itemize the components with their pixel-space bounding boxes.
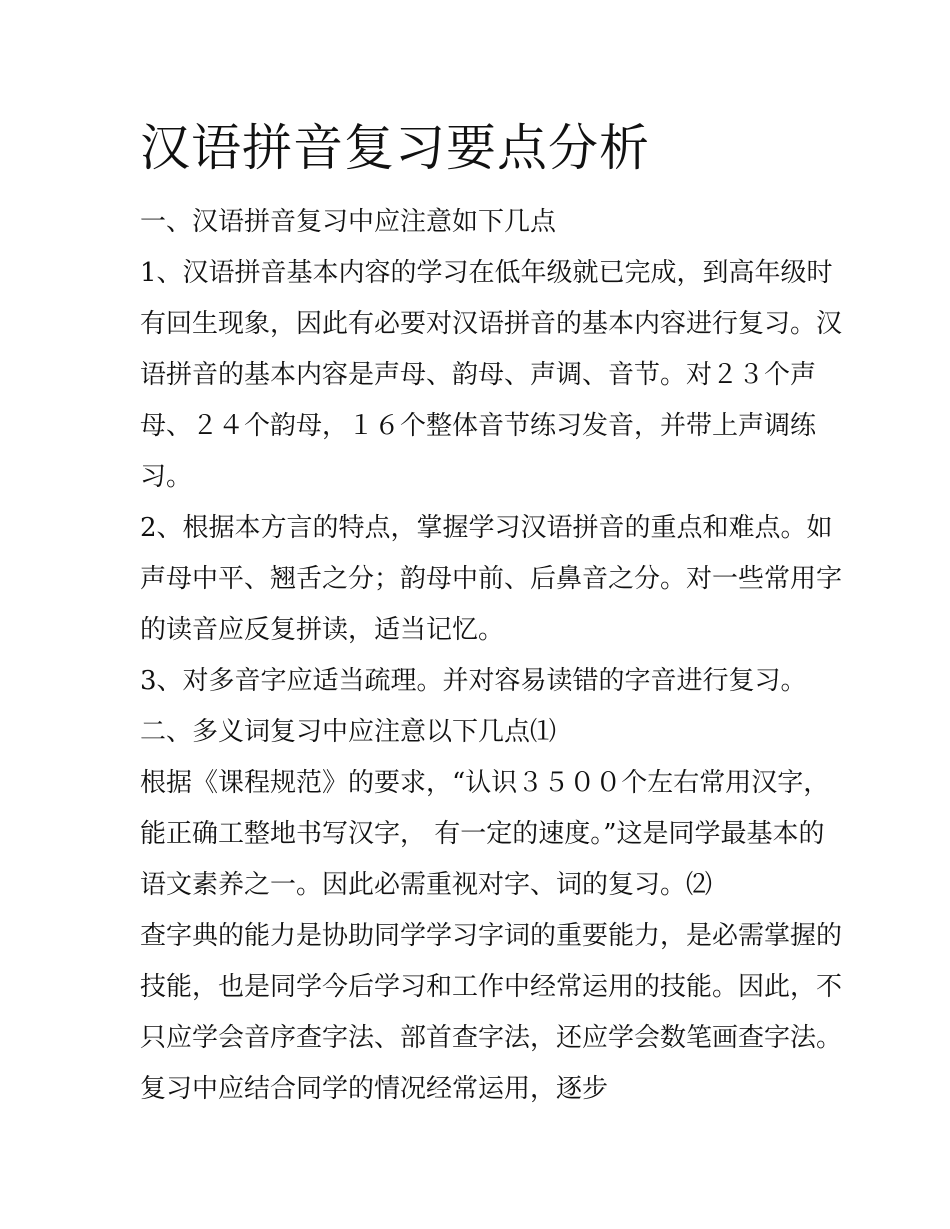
text-line: 语拼音的基本内容是声母、韵母、声调、音节。对２３个声 — [140, 360, 817, 390]
text-line: 查字典的能力是协助同学学习字词的重要能力，是必需掌握的 — [140, 921, 843, 951]
text-line: 1、汉语拼音基本内容的学习在低年级就已完成，到高年级时 — [140, 258, 833, 288]
section-heading-1: 一、汉语拼音复习中应注意如下几点 — [140, 207, 557, 237]
text-line: 有回生现象，因此有必要对汉语拼音的基本内容进行复习。汉 — [140, 309, 843, 339]
text-line: 习。 — [140, 462, 193, 492]
text-line: 根据《课程规范》的要求，“认识３５００个左右常用汉字， — [140, 768, 830, 798]
text-line: 只应学会音序查字法、部首查字法，还应学会数笔画查字法。 — [140, 1023, 843, 1053]
text-line: 3、对多音字应适当疏理。并对容易读错的字音进行复习。 — [140, 666, 807, 696]
text-line: 声母中平、翘舌之分；韵母中前、后鼻音之分。对一些常用字 — [140, 564, 843, 594]
text-line: 2、根据本方言的特点，掌握学习汉语拼音的重点和难点。如 — [140, 513, 833, 543]
text-line: 母、２４个韵母，１６个整体音节练习发音，并带上声调练 — [140, 411, 817, 441]
section-heading-2: 二、多义词复习中应注意以下几点⑴ — [140, 717, 557, 747]
page-title: 汉语拼音复习要点分析 — [140, 119, 650, 177]
text-line: 复习中应结合同学的情况经常运用，逐步 — [140, 1074, 609, 1104]
text-line: 语文素养之一。因此必需重视对字、词的复习。⑵ — [140, 870, 713, 900]
text-line: 技能，也是同学今后学习和工作中经常运用的技能。因此，不 — [140, 972, 843, 1002]
text-line: 的读音应反复拼读，适当记忆。 — [140, 615, 505, 645]
text-line: 能正确工整地书写汉字， 有一定的速度。”这是同学最基本的 — [140, 819, 825, 849]
